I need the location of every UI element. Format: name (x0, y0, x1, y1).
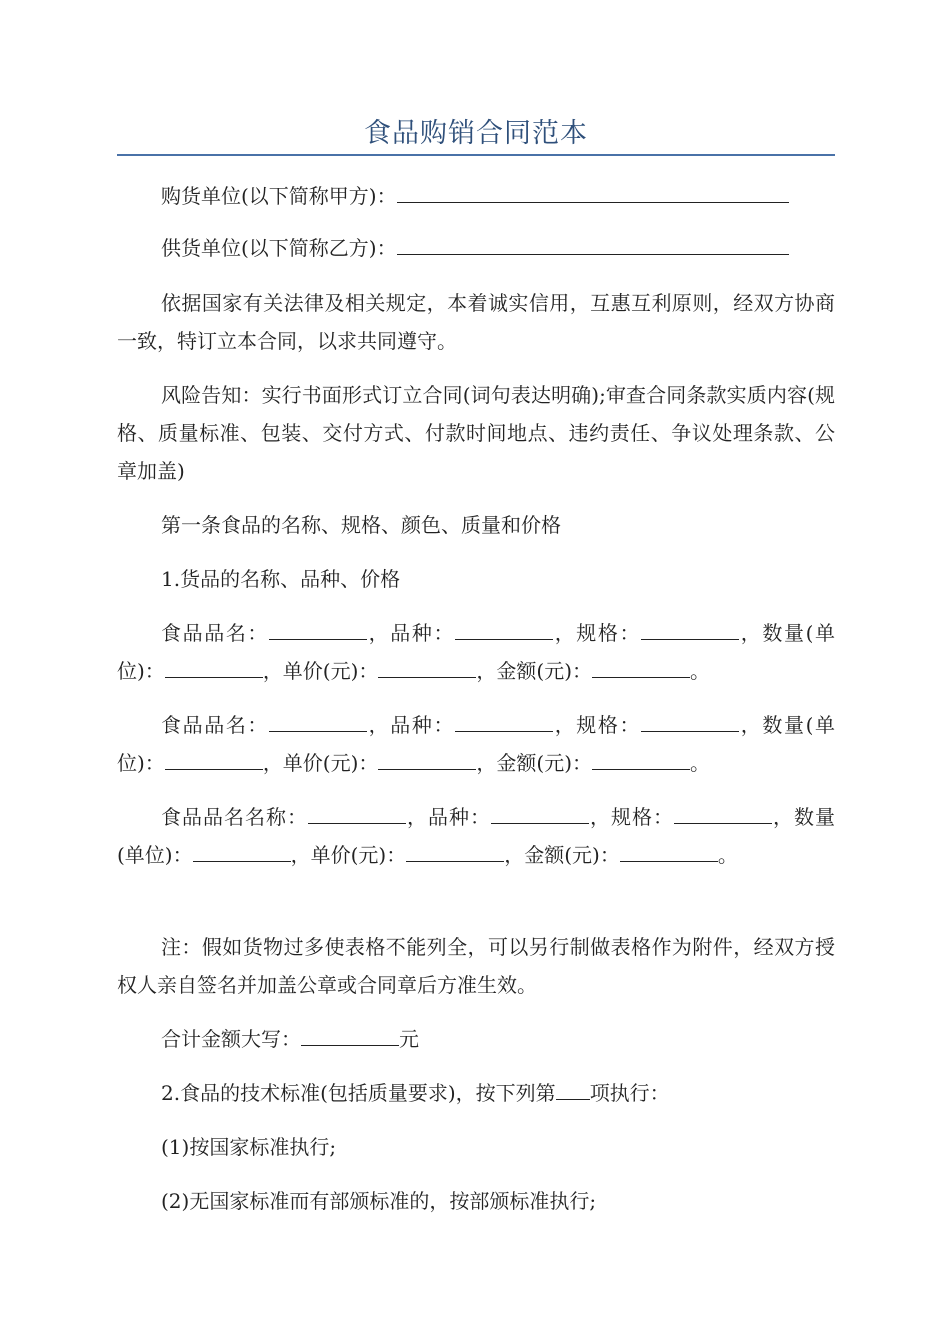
option-1: (1)按国家标准执行; (161, 1135, 337, 1159)
name-blank[interactable] (269, 709, 367, 732)
unit-price-blank[interactable] (378, 655, 476, 678)
article1-heading: 第一条食品的名称、规格、颜色、质量和价格 (161, 513, 561, 537)
risk-paragraph: 风险告知：实行书面形式订立合同(词句表达明确);审查合同条款实质内容(规格、质量标准、包装、交付方式、付款时间地点、违约责任、争议处理条款、公章加盖) (117, 383, 835, 483)
amount-blank[interactable] (592, 747, 690, 770)
product-row-2: 食品品名： ，品种： ，规格： ，数量(单位)： ，单价(元)： ，金额(元)： 。 (117, 706, 835, 782)
buyer-label: 购货单位(以下简称甲方)： (161, 184, 397, 208)
product-row-3: 食品品名名称： ，品种： ，规格： ，数量(单位)： ，单价(元)： ，金额(元)： 。 (117, 798, 835, 874)
spec-blank[interactable] (641, 709, 739, 732)
unit-price-blank[interactable] (406, 839, 504, 862)
buyer-line (117, 177, 835, 215)
spec-blank[interactable] (674, 801, 772, 824)
intro-paragraph: 依据国家有关法律及相关规定，本着诚实信用，互惠互利原则，经双方协商一致，特订立本合同，以求共同遵守。 (117, 291, 835, 353)
article1-sub1: 1.货品的名称、品种、价格 (161, 567, 401, 591)
spec-blank[interactable] (641, 617, 739, 640)
buyer-blank[interactable] (397, 180, 789, 203)
name-blank[interactable] (308, 801, 406, 824)
total-blank[interactable] (301, 1023, 399, 1046)
option-blank[interactable] (556, 1077, 590, 1100)
seller-line (117, 229, 835, 267)
qty-blank[interactable] (193, 839, 291, 862)
seller-label: 供货单位(以下简称乙方)： (161, 236, 397, 260)
total-line: 合计金额大写： 元 (117, 1020, 835, 1058)
unit-price-blank[interactable] (378, 747, 476, 770)
qty-blank[interactable] (165, 747, 263, 770)
variety-blank[interactable] (455, 709, 553, 732)
option-2: (2)无国家标准而有部颁标准的，按部颁标准执行; (161, 1189, 597, 1213)
article1-sub2: 2.食品的技术标准(包括质量要求)，按下列第 项执行： (117, 1074, 835, 1112)
amount-blank[interactable] (592, 655, 690, 678)
amount-blank[interactable] (620, 839, 718, 862)
variety-blank[interactable] (455, 617, 553, 640)
variety-blank[interactable] (491, 801, 589, 824)
name-blank[interactable] (269, 617, 367, 640)
title-underline (117, 154, 835, 156)
note-paragraph: 注：假如货物过多使表格不能列全，可以另行制做表格作为附件，经双方授权人亲自签名并加盖公章或合同章后方准生效。 (117, 935, 835, 997)
qty-blank[interactable] (165, 655, 263, 678)
seller-blank[interactable] (397, 232, 789, 255)
product-row-1: 食品品名： ，品种： ，规格： ，数量(单位)： ，单价(元)： ，金额(元)： 。 (117, 614, 835, 690)
page-title: 食品购销合同范本 (364, 118, 588, 149)
